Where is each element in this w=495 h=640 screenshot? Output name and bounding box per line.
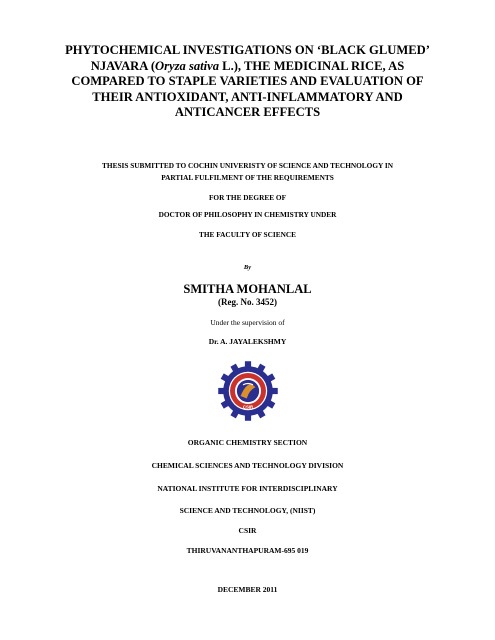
degree-line-1: FOR THE DEGREE OF [208,193,287,202]
division-name: CHEMICAL SCIENCES AND TECHNOLOGY DIVISION [151,461,344,470]
registration-number: (Reg. No. 3452) [218,297,277,307]
title-line-5: ANTICANCER EFFECTS [174,105,321,119]
title-line-3: COMPARED TO STAPLE VARIETIES AND EVALUATION OF [71,74,424,88]
degree-line-3: THE FACULTY OF SCIENCE [199,230,296,239]
author-name: SMITHA MOHANLAL [183,282,312,296]
supervisor-name: Dr. A. JAYALEKSHMY [208,337,287,346]
by-label: By [243,264,252,271]
institute-line-2: SCIENCE AND TECHNOLOGY, (NIIST) [179,506,316,515]
degree-line-2: DOCTOR OF PHILOSOPHY IN CHEMISTRY UNDER [158,210,337,219]
institute-line-1: NATIONAL INSTITUTE FOR INTERDISCIPLINARY [157,484,338,493]
submission-date: DECEMBER 2011 [217,585,278,594]
title-line-1: PHYTOCHEMICAL INVESTIGATIONS ON ‘BLACK GLUMED’ [65,43,430,57]
title-line-4: THEIR ANTIOXIDANT, ANTI-INFLAMMATORY AND [92,89,403,104]
species-name: Oryza sativa [155,58,220,73]
supervision-label: Under the supervision of [210,318,285,327]
thesis-title [30,43,465,121]
svg-text:CSIR: CSIR [242,404,254,410]
section-name: ORGANIC CHEMISTRY SECTION [187,438,308,447]
council-name: CSIR [238,526,257,535]
submission-line-1: THESIS SUBMITTED TO COCHIN UNIVERISTY OF SCIENCE AND TECHNOLOGY IN [102,161,393,170]
title-line-2: NJAVARA (Oryza sativa L.), THE MEDICINAL RICE, AS [90,58,405,73]
institute-address: THIRUVANANTHAPURAM-695 019 [186,546,309,555]
csir-logo-icon [217,360,279,422]
submission-line-2: PARTIAL FULFILMENT OF THE REQUIREMENTS [161,173,334,182]
